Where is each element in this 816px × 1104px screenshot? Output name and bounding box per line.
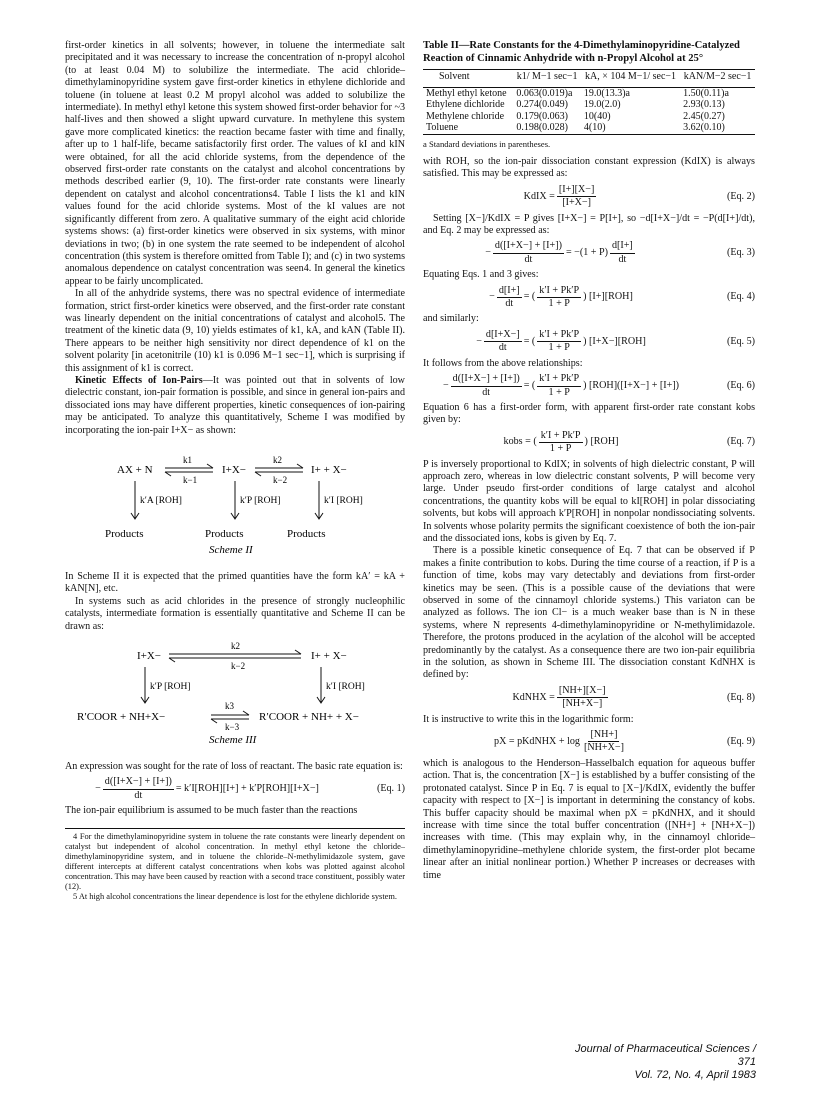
paragraph: An expression was sought for the rate of loss of reactant. The basic rate equation is: xyxy=(65,761,403,773)
paragraph: and similarly: xyxy=(423,313,479,325)
table-cell: Toluene xyxy=(423,122,513,134)
column-header: Solvent xyxy=(423,70,513,85)
equation-label: (Eq. 5) xyxy=(726,335,755,347)
equation-label: (Eq. 7) xyxy=(726,436,755,448)
journal-name: Journal of Pharmaceutical Sciences / 371 xyxy=(575,1043,756,1068)
equation-label: (Eq. 4) xyxy=(726,291,755,303)
equation-label: (Eq. 1) xyxy=(376,783,405,795)
eq7-coef-den: 1 + P xyxy=(549,443,572,455)
table-row xyxy=(423,87,755,99)
eq5-numerator: d[I+X−] xyxy=(484,329,522,342)
equation-8 xyxy=(423,685,755,711)
eq9-lhs: pX = pKdNHX + log xyxy=(494,735,580,747)
table-cell: 4(10) xyxy=(581,122,680,134)
eq6-numerator: d([I+X−] + [I+]) xyxy=(451,373,522,386)
equation-5: − $\frac{d[I+X-]}{dt}$ = ( $\frac{k'I + Pk'P}{1 + P}$ ) [I+X−][ROH] (Eq. 5) xyxy=(476,328,755,354)
eq4-coef-den: 1 + P xyxy=(548,298,570,310)
eq1-rhs: = k′I[ROH][I+] + k′P[ROH][I+X−] xyxy=(175,783,319,795)
products-label: Products xyxy=(205,528,244,540)
eq7-rhs: [ROH] xyxy=(590,436,619,448)
table-row xyxy=(423,122,755,134)
table-cell: 2.45(0.27) xyxy=(683,110,725,122)
scheme3-ion-pair: I+X− xyxy=(137,650,162,663)
paragraph: first-order kinetics in all solvents; however, in toluene the intermediate salt precipitated and it was necessary to increase the concentration of n-propyl alcohol (to at least 0.04 M) to solubilize the intermediate. The acid chloride–dimethylaminopyridine system gave first-order kinetics in ethylene dichloride and toluene (in toluene at least 0.2 M propyl alcohol was added to solubilize the intermediate). In methyl ethyl ketone this system showed first-order behavior for ~3 half-lives and then showed a slight upward curvature. In methylene this system gave more complicated kinetics: the reaction became faster with time and finally, after up to 1 half-life, became satisfactorily first order. The values of kI and kIN were obtained, for all the acid chloride systems, from the dependence of the observed first-order rate constants on the catalyst and alcohol concentrations by methods described earlier (9, 10). The first-order rate constants were linearly dependent on catalyst and alcohol concentrations4. Table I lists the k1 and kIN values found for the acid chloride systems. Most of the kI values are not significantly different from zero. A qualitative summary of the eight acid chloride systems shows: (a) first-order kinetics were observed in six systems, with minor deviations in two; (b) in one system the rate seemed to be independent of alcohol concentration (this system is therefore omitted from Table I); and (c) in two systems anomalous dependence on catalyst concentration was seen4. In general the kinetics appear to be fairly uncomplicated. xyxy=(65,40,405,287)
table-cell: 0.198(0.028) xyxy=(513,122,581,134)
eq3-denominator-2: dt xyxy=(618,253,627,265)
equation-7: kobs = ( $\frac{k'I + Pk'P}{1 + P}$ ) [ROH] (Eq. 7) xyxy=(503,429,755,455)
rate-label-k-1: k−1 xyxy=(183,475,198,485)
paragraph: with ROH, so the ion-pair dissociation constant expression (KdIX) is always satisfied. This may be expressed as: xyxy=(423,156,755,180)
paragraph xyxy=(65,375,405,437)
table-cell: 2.93(0.13) xyxy=(683,99,725,111)
equation-9 xyxy=(423,729,755,755)
scheme3-right-products: R′COOR + NH+ + X− xyxy=(259,711,359,724)
table-title: Table II—Rate Constants for the 4-Dimethylaminopyridine-Catalyzed Reaction of Cinnamic Anhydride with n-Propyl Alcohol at 25° xyxy=(423,40,740,64)
left-column xyxy=(65,40,405,902)
column-header: k1/ M−1 sec−1 xyxy=(513,70,581,85)
equation-1: − $\frac{d([I+X-] + [I+])}{dt}$ = k′I[ROH][I+] + k′P[ROH][I+X−] (Eq. 1) xyxy=(95,776,405,801)
equation-3: − $\frac{d([I+X-] + [I+])}{dt}$ = −(1 + P) $\frac{d[I+]}{dt}$ (Eq. 3) xyxy=(485,240,755,265)
rate-label-k-2: k−2 xyxy=(273,475,288,485)
footnote: 5 At high alcohol concentrations the linear dependence is lost for the ethylene dichloride system. xyxy=(73,891,397,901)
column-header: kA, × 104 M−1/ sec−1 xyxy=(581,70,680,85)
eq2-numerator: [I+][X−] xyxy=(557,184,596,197)
paragraph: It follows from the above relationships: xyxy=(423,357,583,369)
rate-label-k2: k2 xyxy=(273,455,282,465)
equation-label: (Eq. 8) xyxy=(726,691,755,703)
journal-volume: Vol. 72, No. 4, April 1983 xyxy=(634,1069,756,1081)
rate-constants-table xyxy=(423,69,755,134)
paragraph: The ion-pair equilibrium is assumed to be much faster than the reactions xyxy=(65,805,358,817)
table-cell: Methylene chloride xyxy=(426,110,505,122)
paragraph: which is analogous to the Henderson–Hasselbalch equation for aqueous buffer action. That is, the concentration [X−] is established by a buffer consisting of the protonated catalyst. Since P in Eq. 7 is equal to [X−]/KdIX, evidently the buffer capacity with respect to [X−] is important in determining the constancy of kobs. This buffer capacity should be maximal when pX = pKdNHX, and it should increase with time since the total buffer concentration ([NH+] + [NH+X−]) increases with time. (This may explain why, in the cinnamoyl chloride–dimethylaminopyridine–methylene chloride system, the first-order plot became linear after an initial nonlinear portion.) Whether P increases or decreases with time xyxy=(423,757,755,881)
scheme3-ions: I+ + X− xyxy=(311,650,347,663)
eq4-coef-num: k′I + Pk′P xyxy=(537,285,581,298)
eq4-numerator: d[I+] xyxy=(497,285,522,298)
table-cell: 10(40) xyxy=(583,110,611,122)
rate-label-kP: k′P [ROH] xyxy=(150,682,191,693)
products-label: Products xyxy=(287,528,326,540)
eq8-numerator: [NH+][X−] xyxy=(557,685,608,698)
equation-2 xyxy=(423,184,755,210)
eq4-denominator: dt xyxy=(505,298,514,310)
eq7-coef-num: k′I + Pk′P xyxy=(539,430,583,443)
paragraph: In Scheme II it is expected that the primed quantities have the form kA′ = kA + kAN[N], etc. xyxy=(65,571,405,595)
rate-label-k-3: k−3 xyxy=(225,722,240,733)
rate-label-k3: k3 xyxy=(225,701,234,712)
table-row xyxy=(423,111,755,123)
eq5-denominator: dt xyxy=(498,342,507,354)
table-cell: 19.0(13.3)a xyxy=(583,87,630,99)
rate-label-k1: k1 xyxy=(183,455,192,465)
eq6-coef-den: 1 + P xyxy=(548,386,570,398)
eq6-coef-num: k′I + Pk′P xyxy=(537,373,581,386)
table-cell: 0.274(0.049) xyxy=(516,99,569,111)
scheme-caption: Scheme III xyxy=(209,734,257,747)
column-header: kAN/M−2 sec−1 xyxy=(680,70,755,85)
scheme2-reactant: AX + N xyxy=(117,464,153,476)
table-cell: 1.50(0.11)a xyxy=(683,87,729,99)
paragraph: There is a possible kinetic consequence of Eq. 7 that can be observed if P makes a finite contribution to kobs. During the time course of a reaction, if P is a function of time, kobs may vary detectably and deviations from first-order kinetics may be seen. (This is a possible cause of the deviations that were observed in some of the cinnamoyl chloride systems.) This variaton can be analyzed as follows. The ion Cl− is a much weaker base than is N in these systems, where N represents 4-dimethylaminopyridine or N-methylimidazole. Therefore, the protons produced in the acylation of the alcohol will be accepted predominantly by the catalyst. As a consequence there are two ion-pair equilibria in the solution, as shown in Scheme III. The dissociation constant KdNHX is defined by: xyxy=(423,545,755,681)
rate-label-kA: k′A [ROH] xyxy=(140,496,182,506)
scheme2-ion-pair: I+X− xyxy=(222,464,247,476)
eq2-denominator: [I+X−] xyxy=(562,197,591,209)
journal-footer xyxy=(566,1043,756,1082)
paragraph: Setting [X−]/KdIX = P gives [I+X−] = P[I+], so −d[I+X−]/dt = −P(d[I+]/dt), and Eq. 2 may be expressed as: xyxy=(423,212,755,237)
rate-label-kP: k′P [ROH] xyxy=(240,496,281,506)
equation-label: (Eq. 9) xyxy=(726,735,755,747)
paragraph: In systems such as acid chlorides in the presence of strongly nucleophilic catalysts, intermediate formation is essentially quantitative and Scheme II can be drawn as: xyxy=(65,595,405,632)
paragraph: Equating Eqs. 1 and 3 gives: xyxy=(423,269,539,281)
footnote: 4 For the dimethylaminopyridine system in toluene the rate constants were linearly dependent on catalyst but independent of alcohol concentration. In methyl ethyl ketone the chloride–dimethylaminopyridine system, and in toluene the chloride–N-methylimidazole system, gave different intercepts at different catalyst concentrations when kobs was plotted against alcohol concentration. This may have been caused by reaction with a second trace constituent, possibly water (12). xyxy=(65,831,405,891)
eq8-lhs: KdNHX = xyxy=(512,691,555,703)
eq2-lhs: KdIX = xyxy=(523,190,555,202)
table-cell: 0.063(0.019)a xyxy=(516,87,573,99)
eq5-coef-den: 1 + P xyxy=(548,342,570,354)
eq4-rhs: [I+][ROH] xyxy=(589,291,633,303)
table-cell: 19.0(2.0) xyxy=(583,99,621,111)
eq8-denominator: [NH+X−] xyxy=(562,698,603,710)
eq5-coef-num: k′I + Pk′P xyxy=(537,329,581,342)
eq1-numerator: d([I+X−] + [I+]) xyxy=(103,776,174,789)
equation-label: (Eq. 3) xyxy=(726,247,755,259)
table-cell: Ethylene dichloride xyxy=(426,99,505,111)
table-cell: 0.179(0.063) xyxy=(516,110,569,122)
rate-label-k2: k2 xyxy=(231,641,240,652)
paragraph: It is instructive to write this in the logarithmic form: xyxy=(423,713,634,725)
section-heading: Kinetic Effects of Ion-Pairs xyxy=(75,374,203,386)
eq9-denominator: [NH+X−] xyxy=(583,742,624,754)
scheme-3 xyxy=(65,637,405,759)
equation-6: − $\frac{d([I+X-] + [I+])}{dt}$ = ( $\frac{k'I + Pk'P}{1 + P}$ ) [ROH]([I+X−] + [I+]) (Eq. 6) xyxy=(442,373,755,398)
eq6-denominator: dt xyxy=(482,386,491,398)
table-footnote: a Standard deviations in parentheses. xyxy=(423,138,551,149)
paragraph-text: —It was pointed out that in solvents of low dielectric constant, ion-pair formation is possible, and since in general ion-pairs and dissociated ions may have different properties, kinetic consequences of ion-pairing may be anticipated. To analyze this quantitatively, Scheme I was modified by incorporating the ion-pair I+X− as shown: xyxy=(65,374,405,436)
eq3-numerator: d([I+X−] + [I+]) xyxy=(493,240,564,253)
scheme2-ions: I+ + X− xyxy=(311,464,347,476)
rate-label-kI: k′I [ROH] xyxy=(326,682,365,693)
scheme-caption: Scheme II xyxy=(209,544,253,556)
scheme-2 xyxy=(65,441,405,569)
products-label: Products xyxy=(105,528,144,540)
paragraph: Equation 6 has a first-order form, with apparent first-order rate constant kobs given by: xyxy=(423,401,755,426)
equation-4: − $\frac{d[I+]}{dt}$ = ( $\frac{k'I + Pk'P}{1 + P}$ ) [I+][ROH] (Eq. 4) xyxy=(489,284,755,310)
equation-label: (Eq. 2) xyxy=(726,190,755,202)
right-column xyxy=(423,40,755,882)
eq6-rhs: [ROH]([I+X−] + [I+]) xyxy=(589,379,680,391)
table-cell: Methyl ethyl ketone xyxy=(426,87,507,99)
scheme3-left-products: R′COOR + NH+X− xyxy=(77,711,166,724)
eq5-rhs: [I+X−][ROH] xyxy=(589,335,646,347)
table-cell: 3.62(0.10) xyxy=(680,122,755,134)
eq3-denominator: dt xyxy=(524,253,533,265)
eq1-denominator: dt xyxy=(134,789,143,801)
paragraph: In all of the anhydride systems, there was no spectral evidence of intermediate formation, strict first-order kinetics were observed, and the first-order rate constant was linearly dependent on the initial concentrations of catalyst and alcohol5. The treatment of the kinetic data (9, 10) yields estimates of k1, kA, and kAN (Table II). There appears to be neither high sensitivity nor direct dependence of k1 on the solvent polarity [in acetonitrile (10) k1 is 0.096 M−1 sec−1], which is surprising if this assignment of k1 is correct. xyxy=(65,288,405,374)
rate-label-kI: k′I [ROH] xyxy=(324,496,363,506)
equation-label: (Eq. 6) xyxy=(726,379,755,391)
rate-label-k-2: k−2 xyxy=(231,661,246,672)
footnotes xyxy=(65,828,405,902)
eq7-lhs: kobs = xyxy=(503,436,531,448)
eq3-middle: = −(1 + P) xyxy=(565,247,608,259)
eq9-numerator: [NH+] xyxy=(588,729,619,742)
paragraph: P is inversely proportional to KdIX; in solvents of high dielectric constant, P will approach zero, whereas in low dielectric constant solvents, P will become very large. Under pseudo first-order conditions of large catalyst and alcohol concentrations, the quantity kobs will be equal to kI[ROH] in polar dissociating solvents, but kobs will approach k′P[ROH] in nonpolar nondissociating solvents. In solvents whose polarity permits the significant coexistence of both the ion-pair and the dissociated ions, kobs is given by Eq. 7. xyxy=(423,458,755,544)
table-row xyxy=(423,99,755,111)
eq3-numerator-2: d[I+] xyxy=(610,240,635,253)
